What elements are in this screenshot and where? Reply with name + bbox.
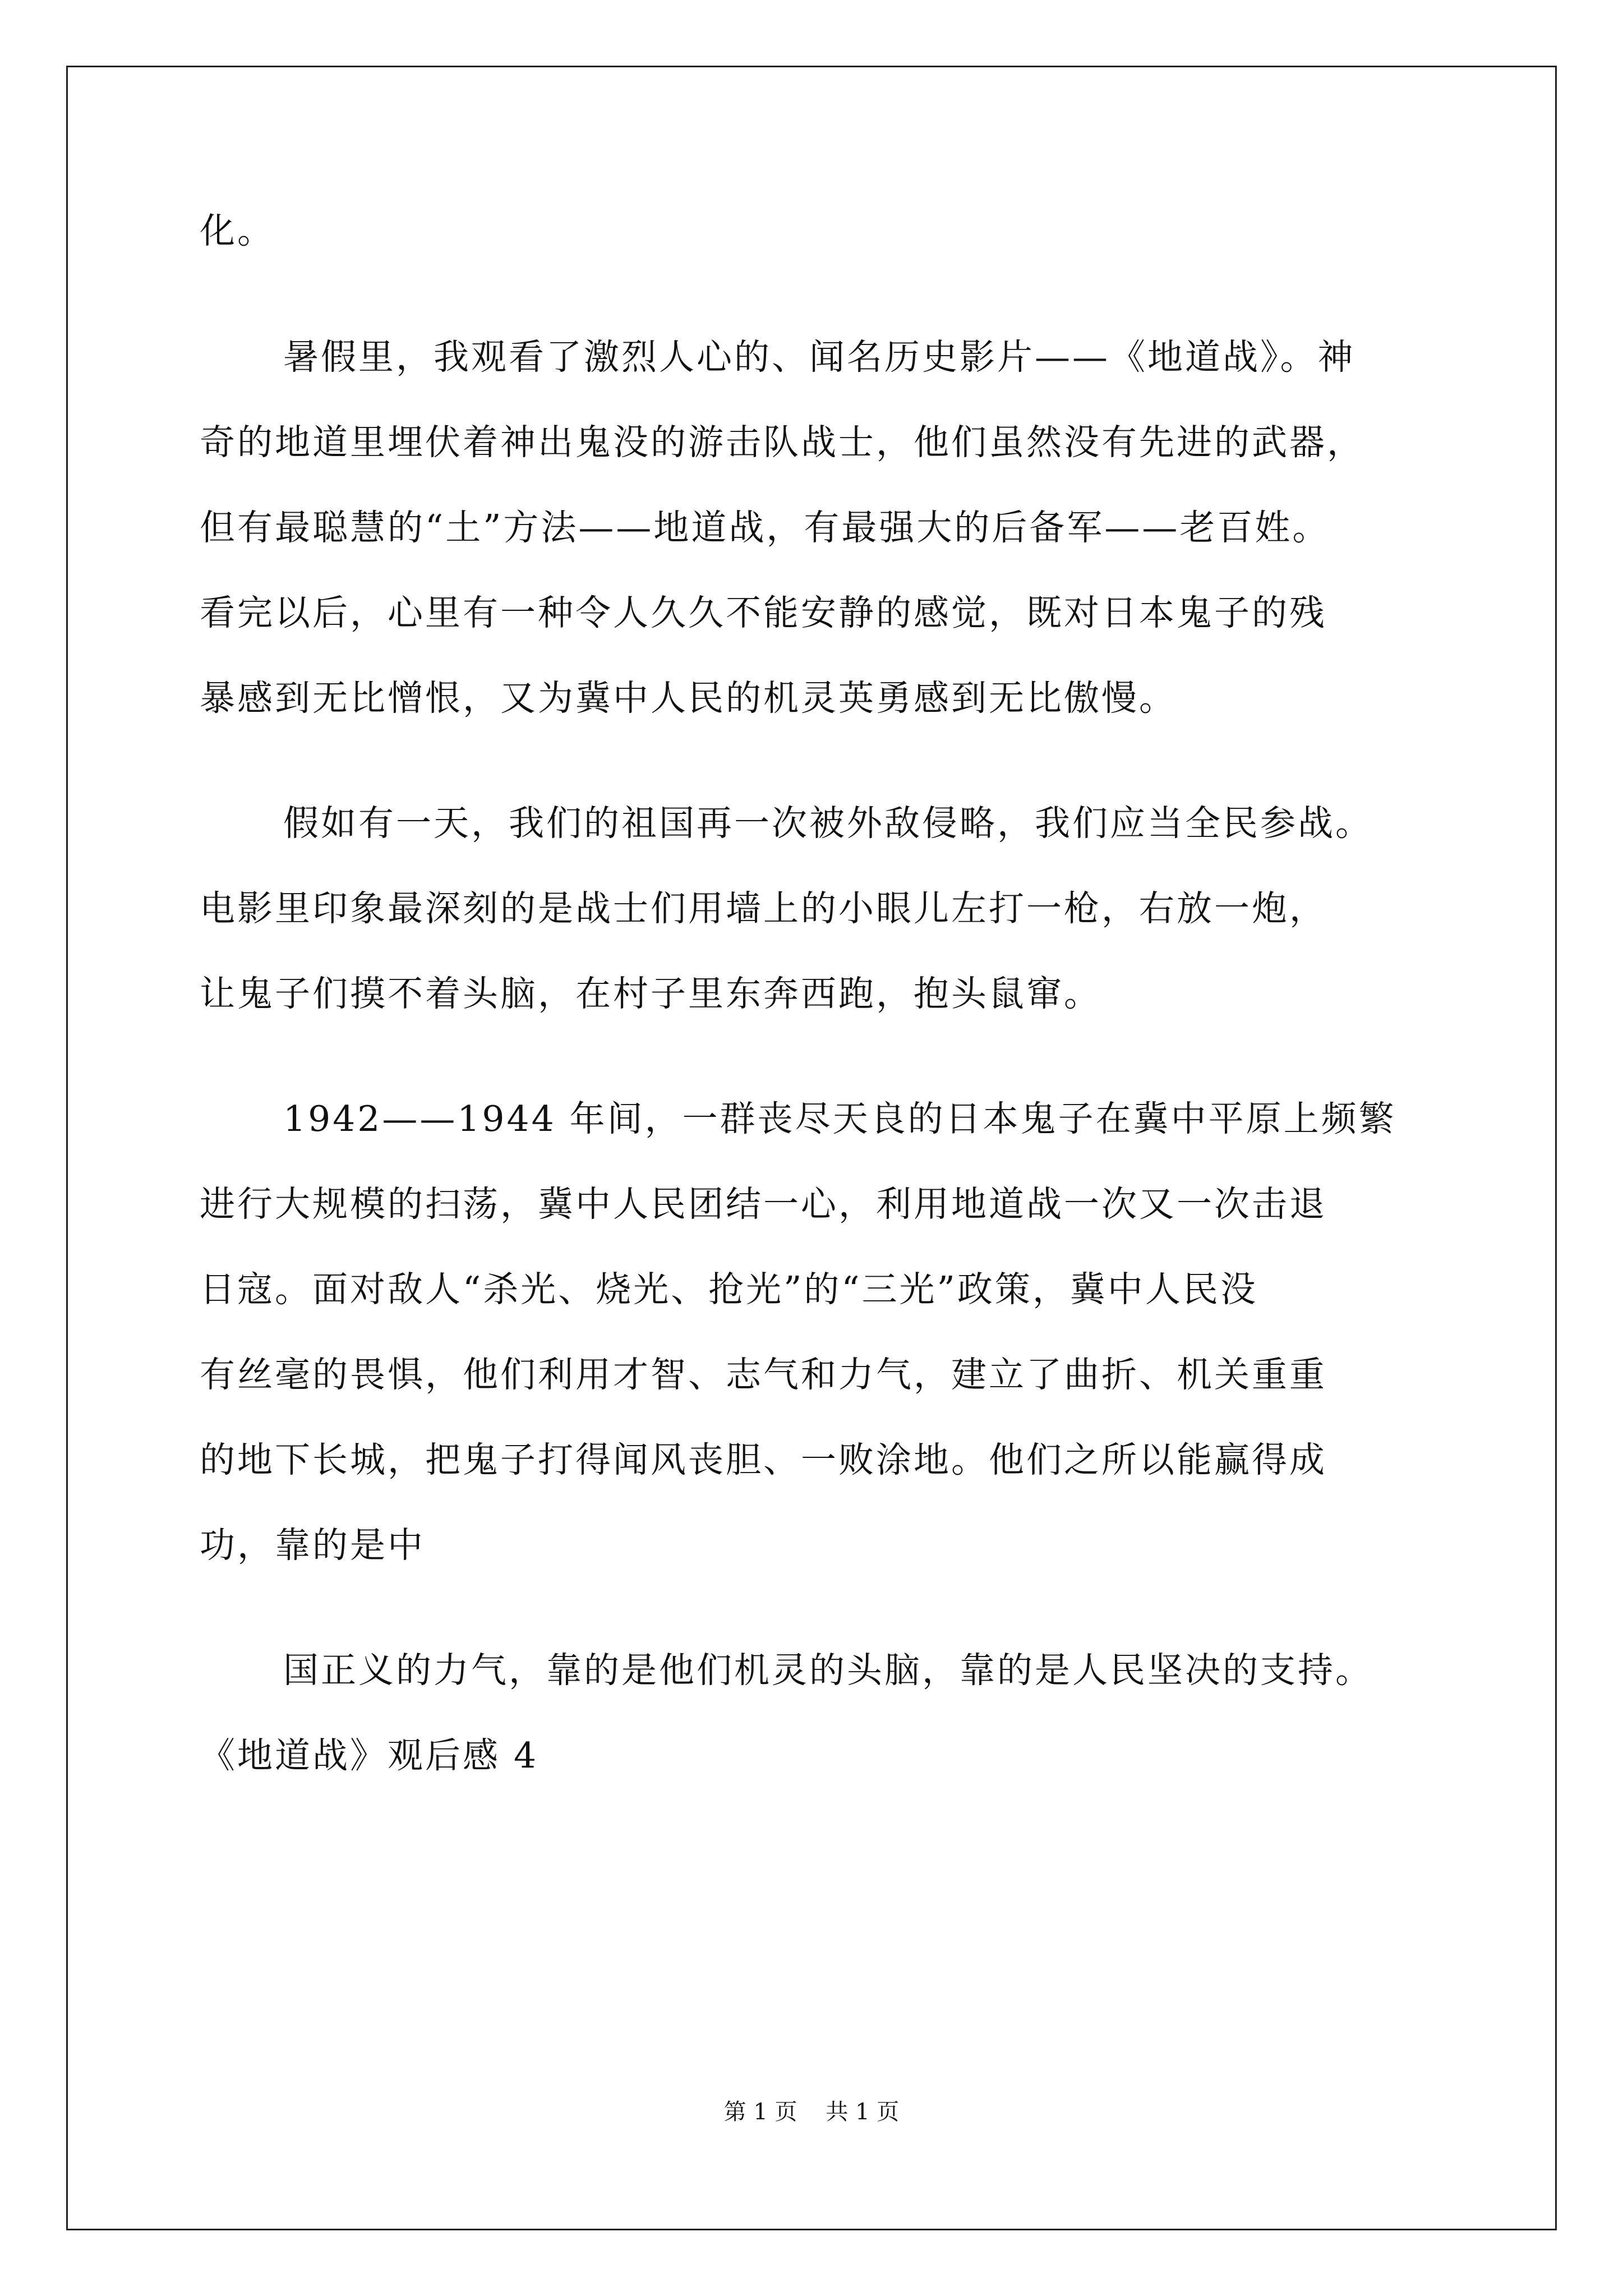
text-line: 的地下长城，把鬼子打得闻风丧胆、一败涂地。他们之所以能赢得成 [200, 1439, 1327, 1480]
page-footer [0, 2098, 1623, 2126]
text-line: 功，靠的是中 [200, 1525, 425, 1566]
text-line: 有丝毫的畏惧，他们利用才智、志气和力气，建立了曲折、机关重重 [200, 1354, 1327, 1395]
text-line: 日寇。面对敌人“杀光、烧光、抢光”的“三光”政策，冀中人民没 [200, 1269, 1258, 1310]
section-heading: 《地道战》观后感 4 [200, 1735, 539, 1776]
text-line: 暴感到无比憎恨，又为冀中人民的机灵英勇感到无比傲慢。 [200, 678, 1177, 719]
page-number: 第 1 页 [723, 2099, 797, 2125]
text-line: 但有最聪慧的“土”方法——地道战，有最强大的后备军——老百姓。 [200, 507, 1330, 548]
text-line: 暑假里，我观看了激烈人心的、闻名历史影片——《地道战》。神 [283, 337, 1355, 378]
text-line: 假如有一天，我们的祖国再一次被外敌侵略，我们应当全民参战。 [283, 803, 1373, 844]
text-line: 化。 [200, 210, 275, 251]
text-line: 电影里印象最深刻的是战士们用墙上的小眼儿左打一枪，右放一炮， [200, 888, 1327, 929]
page-border [66, 66, 1557, 2230]
text-line: 国正义的力气，靠的是他们机灵的头脑，靠的是人民坚决的支持。 [283, 1650, 1373, 1691]
text-line: 进行大规模的扫荡，冀中人民团结一心，利用地道战一次又一次击退 [200, 1184, 1327, 1225]
text-line: 让鬼子们摸不着头脑，在村子里东奔西跑，抱头鼠窜。 [200, 973, 1101, 1014]
text-line: 看完以后，心里有一种令人久久不能安静的感觉，既对日本鬼子的残 [200, 592, 1327, 633]
text-line: 奇的地道里埋伏着神出鬼没的游击队战士，他们虽然没有先进的武器， [200, 422, 1364, 463]
text-line: 1942——1944 年间，一群丧尽天良的日本鬼子在冀中平原上频繁 [283, 1098, 1396, 1139]
page-total: 共 1 页 [826, 2099, 900, 2125]
